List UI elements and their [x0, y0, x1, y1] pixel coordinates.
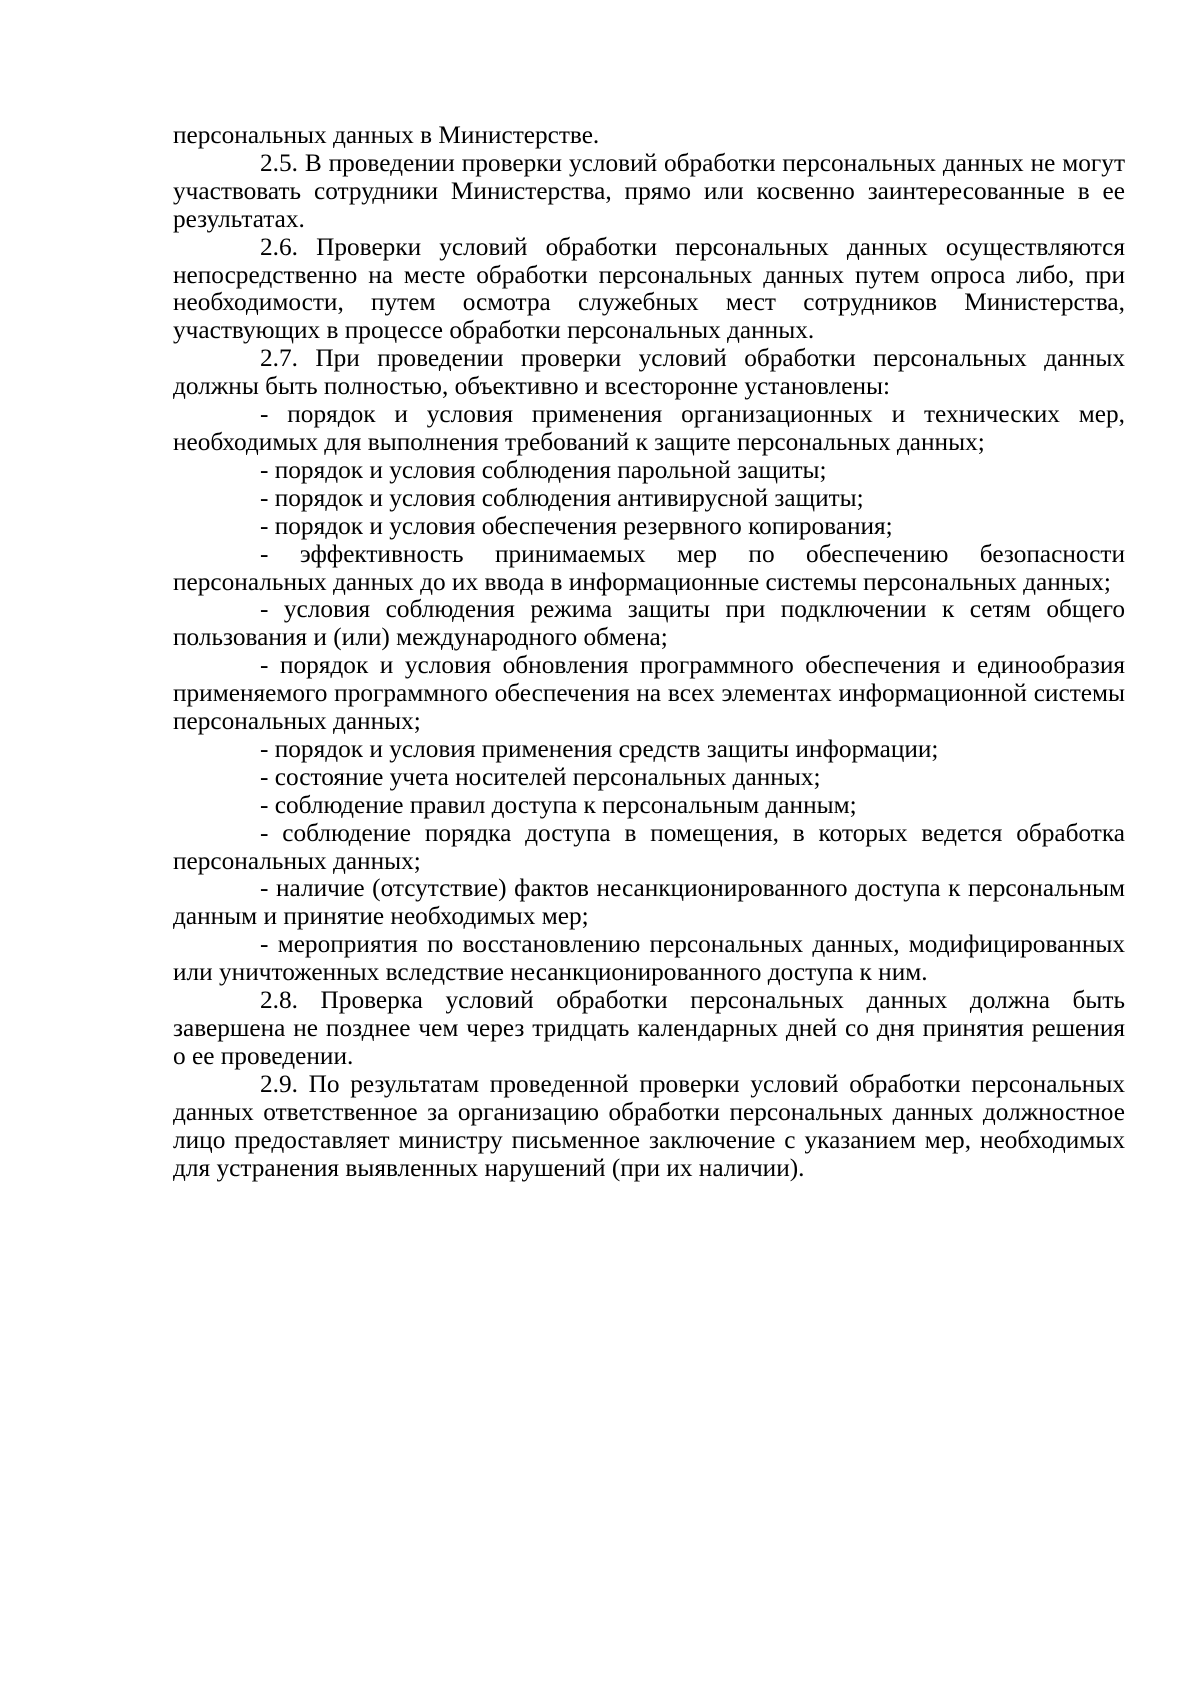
list-item: - мероприятия по восстановлению персональных данных, модифицированных или уничтоженных вследствие несанкционированного доступа к ним. [173, 930, 1125, 987]
list-item: - порядок и условия соблюдения парольной защиты; [260, 455, 827, 484]
paragraph-2-8: 2.8. Проверка условий обработки персональных данных должна быть завершена не позднее чем через тридцать календарных дней со дня принятия решения о ее проведении. [173, 986, 1125, 1070]
list-item: - наличие (отсутствие) фактов несанкционированного доступа к персональным данным и принятие необходимых мер; [173, 874, 1125, 931]
list-item: - порядок и условия обновления программного обеспечения и единообразия применяемого программного обеспечения на всех элементах информационной системы персональных данных; [173, 651, 1125, 736]
list-item: - состояние учета носителей персональных данных; [260, 762, 821, 791]
paragraph-continuation: персональных данных в Министерстве. [173, 121, 600, 149]
list-item: - условия соблюдения режима защиты при подключении к сетям общего пользования и (или) международного обмена; [173, 595, 1125, 652]
list-item: - порядок и условия обеспечения резервного копирования; [260, 511, 893, 540]
list-item: - соблюдение порядка доступа в помещения, в которых ведется обработка персональных данных; [173, 818, 1125, 875]
paragraph-2-7: 2.7. При проведении проверки условий обработки персональных данных должны быть полностью, объективно и всесторонне установлены: [173, 344, 1125, 401]
list-item: - порядок и условия применения средств защиты информации; [260, 734, 939, 763]
list-item: - эффективность принимаемых мер по обеспечению безопасности персональных данных до их ввода в информационные системы персональных данных; [173, 539, 1125, 596]
list-item: - соблюдение правил доступа к персональным данным; [260, 790, 857, 819]
list-item: - порядок и условия применения организационных и технических мер, необходимых для выполнения требований к защите персональных данных; [173, 400, 1125, 456]
paragraph-2-5: 2.5. В проведении проверки условий обработки персональных данных не могут участвовать сотрудники Министерства, прямо или косвенно заинтересованные в ее результатах. [173, 148, 1125, 233]
paragraph-2-6: 2.6. Проверки условий обработки персональных данных осуществляются непосредственно на месте обработки персональных данных путем опроса либо, при необходимости, путем осмотра служебных мест сотрудников Министерства, участвующих в процессе обработки персональных данных. [173, 232, 1125, 345]
document-body [173, 122, 1125, 1182]
paragraph-2-9: 2.9. По результатам проведенной проверки условий обработки персональных данных ответственное за организацию обработки персональных данных должностное лицо предоставляет министру письменное заключение с указанием мер, необходимых для устранения выявленных нарушений (при их наличии). [173, 1069, 1125, 1182]
list-item: - порядок и условия соблюдения антивирусной защиты; [260, 483, 864, 512]
